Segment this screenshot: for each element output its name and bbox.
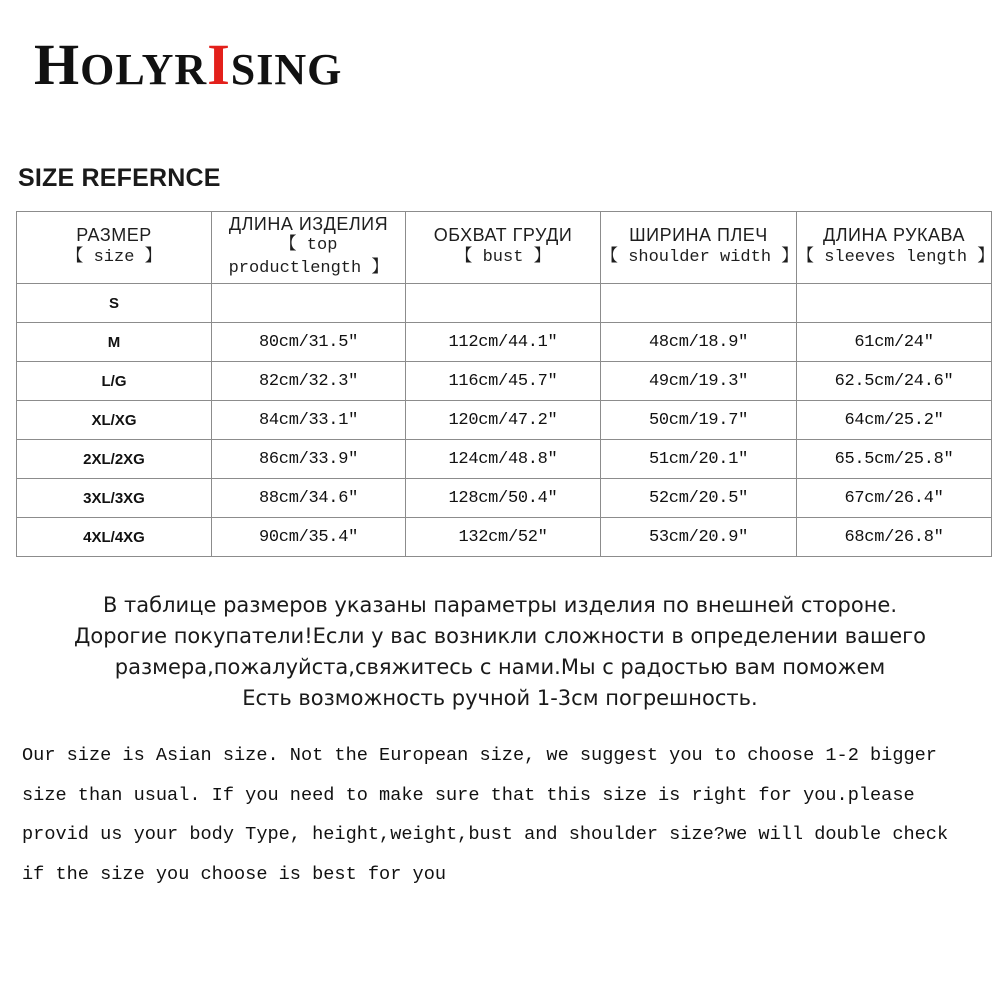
bust-value: 116cm/45.7" <box>406 362 601 401</box>
sleeve-value: 64cm/25.2" <box>797 401 992 440</box>
sleeve-value <box>797 284 992 323</box>
length-value: 90cm/35.4" <box>212 518 406 557</box>
length-value: 84cm/33.1" <box>212 401 406 440</box>
brand-letter-i: I <box>207 32 231 97</box>
sleeve-value: 68cm/26.8" <box>797 518 992 557</box>
brand-letters-sing: SING <box>230 45 343 94</box>
header-bust-en: 【 bust 】 <box>455 247 551 267</box>
shoulder-value <box>601 284 797 323</box>
size-label: XL/XG <box>17 401 212 440</box>
size-label: 3XL/3XG <box>17 479 212 518</box>
shoulder-value: 51cm/20.1" <box>601 440 797 479</box>
table-row <box>17 518 992 557</box>
russian-note <box>0 590 1000 714</box>
english-note-line: if the size you choose is best for you <box>22 863 447 885</box>
header-bust <box>406 212 601 284</box>
size-label: L/G <box>17 362 212 401</box>
length-value <box>212 284 406 323</box>
header-length <box>212 212 406 284</box>
header-bust-ru: ОБХВАТ ГРУДИ <box>433 225 573 246</box>
brand-letter-h: H <box>34 32 81 97</box>
shoulder-value: 50cm/19.7" <box>601 401 797 440</box>
header-length-en: 【 top productlength 】 <box>228 236 389 279</box>
table-row <box>17 401 992 440</box>
bust-value <box>406 284 601 323</box>
bust-value: 132cm/52" <box>406 518 601 557</box>
bust-value: 128cm/50.4" <box>406 479 601 518</box>
table-row <box>17 284 992 323</box>
size-label: M <box>17 323 212 362</box>
header-length-ru: ДЛИНА ИЗДЕЛИЯ <box>228 213 389 234</box>
length-value: 88cm/34.6" <box>212 479 406 518</box>
size-label: 2XL/2XG <box>17 440 212 479</box>
english-note-line: provid us your body Type, height,weight,bust and shoulder size?we will double check <box>22 824 949 845</box>
brand-letters-olyr: OLYR <box>80 45 208 94</box>
header-size <box>17 212 212 284</box>
table-header-row <box>17 212 992 284</box>
shoulder-value: 52cm/20.5" <box>601 479 797 518</box>
english-note-line: Our size is Asian size. Not the European size, we suggest you to choose 1-2 bigger <box>22 745 937 766</box>
length-value: 82cm/32.3" <box>212 362 406 401</box>
shoulder-value: 53cm/20.9" <box>601 518 797 557</box>
header-shoulder-en: 【 shoulder width 】 <box>601 247 799 267</box>
bust-value: 112cm/44.1" <box>406 323 601 362</box>
size-label: S <box>17 284 212 323</box>
sleeve-value: 61cm/24" <box>797 323 992 362</box>
length-value: 80cm/31.5" <box>212 323 406 362</box>
length-value: 86cm/33.9" <box>212 440 406 479</box>
size-table <box>16 211 995 557</box>
bust-value: 124cm/48.8" <box>406 440 601 479</box>
table-row <box>17 362 992 401</box>
russian-note-line: В таблице размеров указаны параметры изделия по внешней стороне. <box>102 593 898 617</box>
section-title: SIZE REFERNCE <box>18 164 221 192</box>
size-label: 4XL/4XG <box>17 518 212 557</box>
header-sleeve-ru: ДЛИНА РУКАВА <box>823 225 965 246</box>
russian-note-line: Дорогие покупатели!Если у вас возникли сложности в определении вашего <box>73 624 926 648</box>
english-note <box>22 736 982 894</box>
shoulder-value: 49cm/19.3" <box>601 362 797 401</box>
sleeve-value: 65.5cm/25.8" <box>797 440 992 479</box>
table-row <box>17 440 992 479</box>
shoulder-value: 48cm/18.9" <box>601 323 797 362</box>
header-shoulder <box>601 212 797 284</box>
table-row <box>17 479 992 518</box>
bust-value: 120cm/47.2" <box>406 401 601 440</box>
header-sleeve-en: 【 sleeves length 】 <box>797 247 995 267</box>
russian-note-line: Есть возможность ручной 1-3см погрешность. <box>242 686 758 710</box>
sleeve-value: 67cm/26.4" <box>797 479 992 518</box>
sleeve-value: 62.5cm/24.6" <box>797 362 992 401</box>
table-row <box>17 323 992 362</box>
header-sleeve <box>797 212 995 284</box>
brand-logo <box>34 32 343 97</box>
english-note-line: size than usual. If you need to make sure that this size is right for you.please <box>22 784 915 806</box>
russian-note-line: размера,пожалуйста,свяжитесь с нами.Мы с радостью вам поможем <box>114 655 886 679</box>
header-size-ru: РАЗМЕР <box>76 225 152 246</box>
header-shoulder-ru: ШИРИНА ПЛЕЧ <box>629 225 768 246</box>
header-size-en: 【 size 】 <box>66 247 162 267</box>
